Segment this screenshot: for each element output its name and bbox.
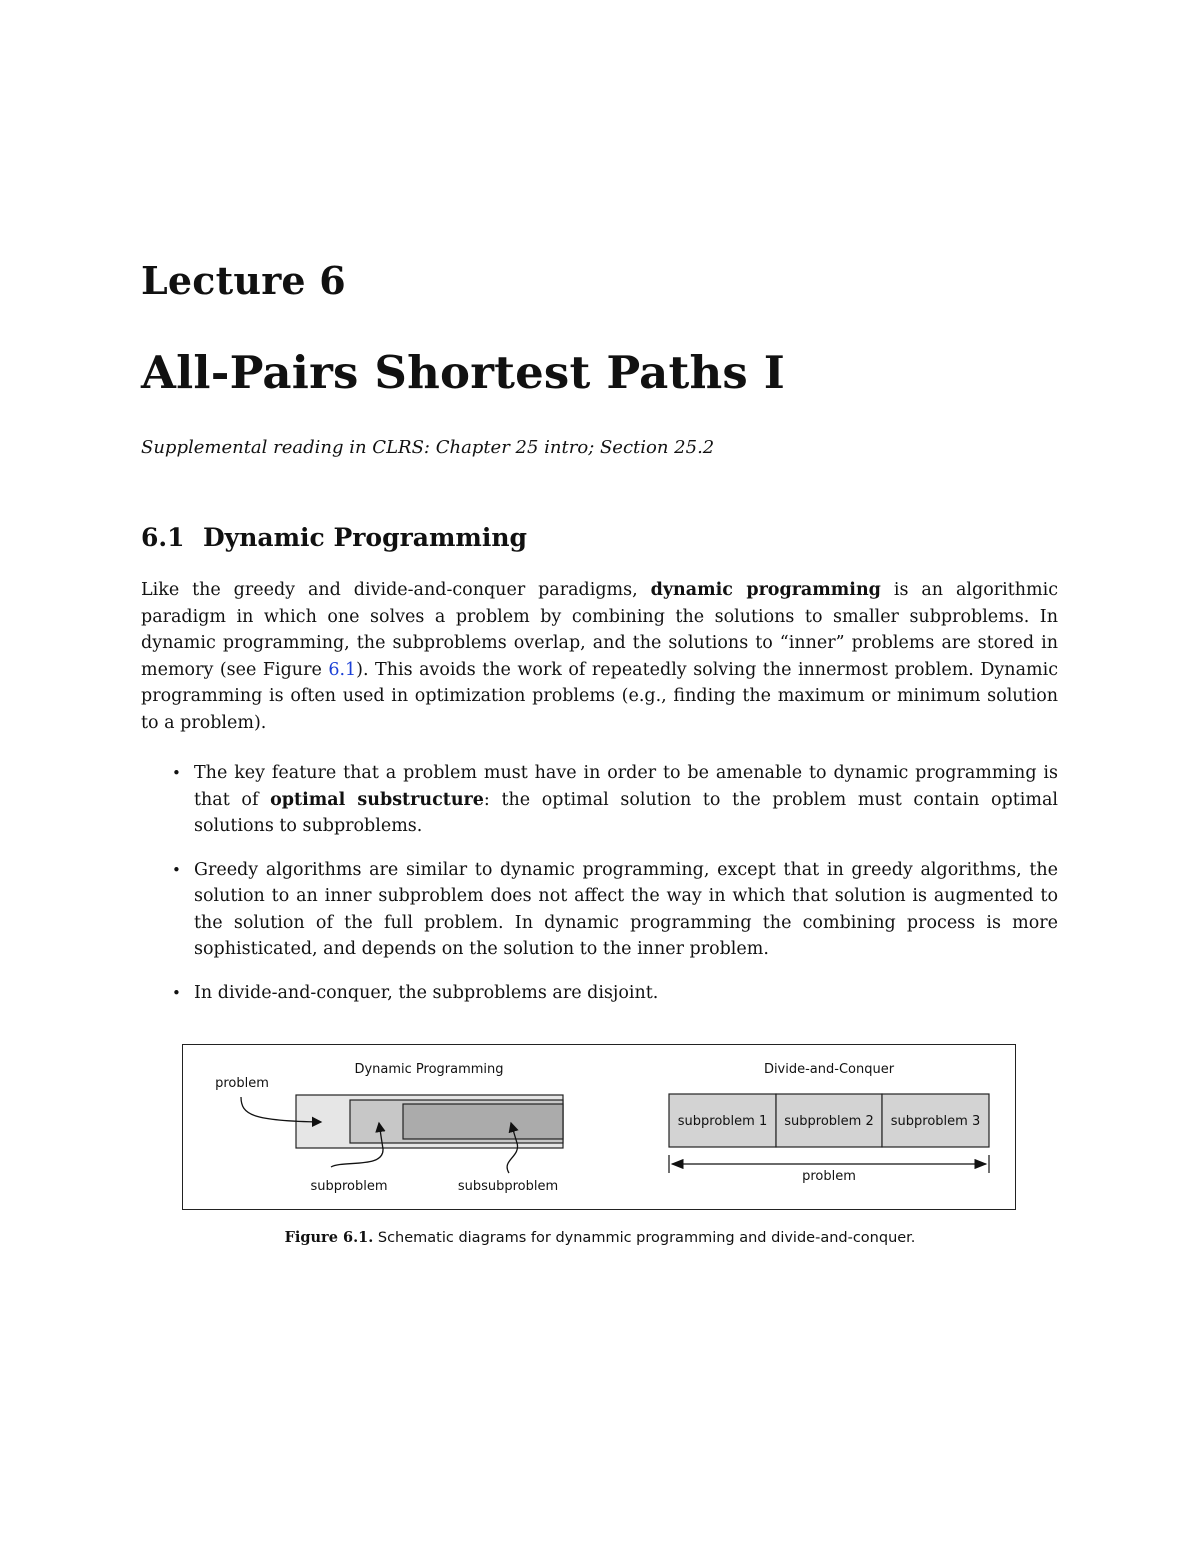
dp-problem-label: problem — [215, 1076, 269, 1091]
dp-subsubproblem-label: subsubproblem — [457, 1179, 559, 1194]
supplemental-reading: Supplemental reading in CLRS: Chapter 25 intro; Section 25.2 — [141, 437, 715, 458]
document-title: All-Pairs Shortest Paths I — [141, 346, 786, 399]
section-number: 6.1 — [141, 523, 185, 552]
bullet-bold-term: optimal substructure — [270, 789, 484, 810]
figure-caption-label: Figure 6.1. — [284, 1229, 374, 1246]
list-item — [141, 857, 1058, 963]
figure-diagram — [183, 1045, 1017, 1211]
lecture-label: Lecture 6 — [141, 258, 346, 303]
dc-subproblem-label: subproblem 1 — [677, 1114, 768, 1129]
dc-subproblem-label: subproblem 2 — [784, 1114, 874, 1129]
bullet-icon: • — [172, 983, 181, 1002]
figure-6-1 — [182, 1044, 1016, 1210]
list-item — [141, 980, 1058, 1007]
paragraph-text-3: ). This avoids the work of repeatedly solving the innermost problem. Dynamic programming is often used in optimization problems (e.g., finding the maximum or minimum solution to a problem). — [141, 659, 1058, 733]
dc-title: Divide-and-Conquer — [763, 1062, 895, 1077]
list-item — [141, 760, 1058, 840]
dp-subproblem-label: subproblem — [310, 1179, 388, 1194]
figure-caption — [0, 1229, 1200, 1246]
bullet-text-post: : the optimal solution to the problem must contain optimal solutions to subproblems. — [194, 789, 1058, 836]
intro-paragraph — [141, 577, 1058, 736]
paragraph-text-1: Like the greedy and divide-and-conquer paradigms, — [141, 580, 651, 600]
bullet-list — [141, 760, 1058, 1023]
bullet-text-pre: Greedy algorithms are similar to dynamic programming, except that in greedy algorithms, the solution to an inner subproblem does not affect the way in which that solution is augmented to the solution of the full problem. In dynamic programming the combining process is more sophisticated, and depends on the solution to the inner problem. — [194, 859, 1058, 959]
dp-subsubproblem-box — [403, 1104, 563, 1139]
figure-caption-text: Schematic diagrams for dynammic programming and divide-and-conquer. — [373, 1230, 916, 1246]
dp-title: Dynamic Programming — [354, 1062, 504, 1077]
dc-subproblem-label: subproblem 3 — [890, 1114, 981, 1129]
figure-reference-link[interactable]: 6.1 — [328, 659, 357, 680]
paragraph-bold-term: dynamic programming — [650, 580, 881, 600]
bullet-text-pre: In divide-and-conquer, the subproblems are disjoint. — [194, 982, 659, 1003]
dc-problem-label: problem — [802, 1169, 856, 1184]
bullet-icon: • — [172, 764, 181, 782]
section-title: Dynamic Programming — [203, 523, 528, 552]
bullet-text-pre: The key feature that a problem must have in order to be amenable to dynamic programming is that of — [194, 763, 1058, 810]
paragraph-text-2: is an algorithmic paradigm in which one solves a problem by combining the solutions to smaller subproblems. In dynamic programming, the subproblems overlap, and the solutions to “inner” problems are stored in memory (see Figure — [141, 580, 1058, 680]
bullet-icon: • — [172, 860, 181, 879]
section-heading — [141, 523, 527, 552]
